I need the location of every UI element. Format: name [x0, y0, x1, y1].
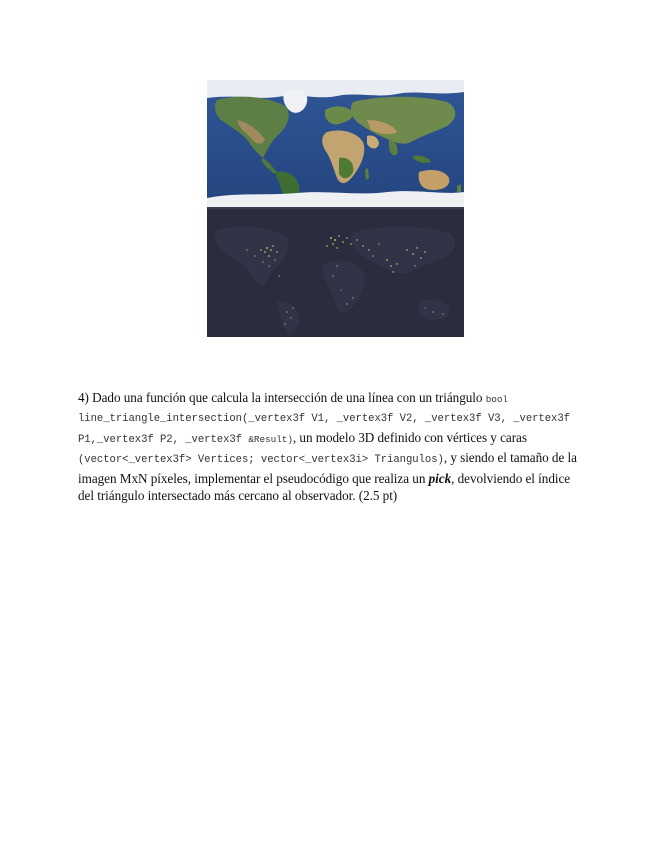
code-signature-line-2: P1,_vertex3f P2, _vertex3f [78, 433, 249, 446]
code-result: &Result) [248, 433, 293, 445]
world-map-figure [207, 80, 464, 337]
question-4 [78, 389, 578, 504]
question-paragraph [78, 389, 578, 504]
code-signature-line-1: line_triangle_intersection(_vertex3f V1, _vertex3f V2, _vertex3f V3, _vertex3f [78, 413, 570, 426]
day-map [207, 80, 464, 207]
question-after-vertices: , y siendo el tamaño de la imagen MxN píxeles, implementar el pseudocódigo que realiza un [78, 450, 577, 486]
code-bool: bool [485, 394, 509, 405]
world-map-image [207, 80, 464, 337]
code-vertices: (vector<_vertex3f> Vertices; vector<_vertex3i> Triangulos) [78, 454, 444, 467]
question-after-signature: , un modelo 3D definido con vértices y caras [292, 429, 527, 445]
pick-emphasis: pick [428, 470, 452, 486]
night-map [207, 207, 464, 337]
question-intro: 4) Dado una función que calcula la intersección de una línea con un triángulo [78, 390, 486, 405]
question-ending: , devolviendo el índice del triángulo intersectado más cercano al observador. (2.5 pt) [78, 470, 571, 504]
